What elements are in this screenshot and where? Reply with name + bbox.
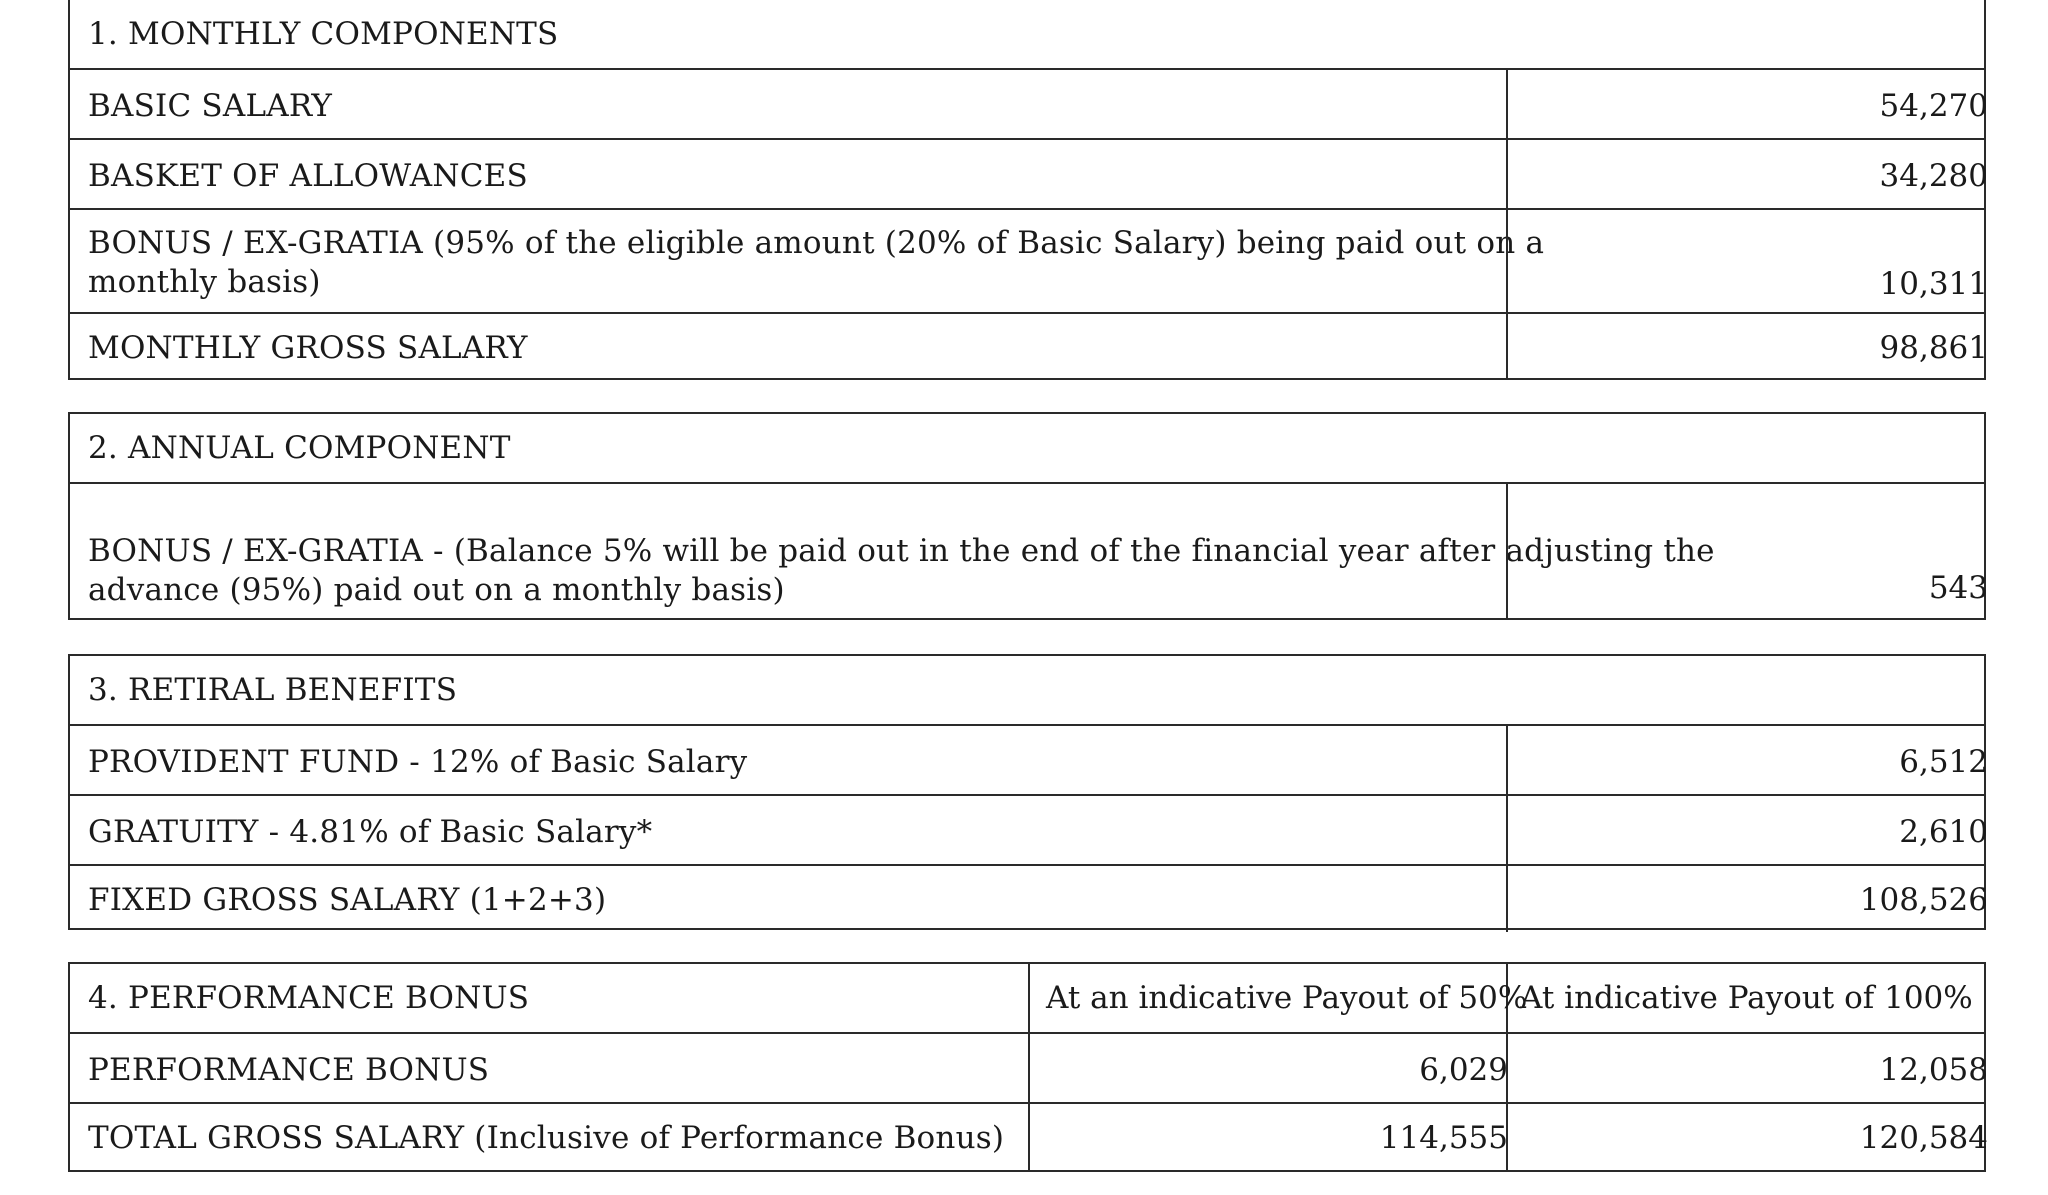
payout-50-header: At an indicative Payout of 50% [1046, 980, 1528, 1016]
section-header [70, 414, 1984, 482]
row-value: 34,280 [1879, 158, 1988, 194]
table-row [70, 138, 1988, 208]
row-label: BONUS / EX-GRATIA (95% of the eligible amount (20% of Basic Salary) being paid out on a monthly basis) [88, 225, 1545, 300]
table-row [70, 68, 1988, 138]
performance-bonus-table [68, 962, 1986, 1172]
payout-50-value: 6,029 [1419, 1052, 1508, 1088]
row-label: TOTAL GROSS SALARY (Inclusive of Performance Bonus) [88, 1120, 1005, 1156]
table-row [70, 1102, 1988, 1170]
row-label: GRATUITY - 4.81% of Basic Salary* [88, 814, 653, 850]
table-row [70, 208, 1988, 312]
section-title: 1. MONTHLY COMPONENTS [88, 16, 559, 52]
payout-50-value: 114,555 [1379, 1120, 1508, 1156]
table-row [70, 312, 1988, 380]
row-value: 108,526 [1859, 882, 1988, 918]
row-label: MONTHLY GROSS SALARY [88, 330, 528, 366]
row-value: 2,610 [1899, 814, 1988, 850]
row-label: BONUS / EX-GRATIA - (Balance 5% will be paid out in the end of the financial year after adjusting the advance (95%) paid out on a monthly basis) [88, 533, 1715, 608]
row-value: 6,512 [1899, 744, 1988, 780]
section-header [70, 656, 1984, 724]
section-header [70, 964, 1984, 1032]
table-row [70, 864, 1988, 932]
monthly-components-table [68, 0, 1986, 380]
section-header [70, 0, 1984, 68]
row-value: 98,861 [1879, 330, 1988, 366]
row-label: PROVIDENT FUND - 12% of Basic Salary [88, 744, 748, 780]
section-title: 3. RETIRAL BENEFITS [88, 672, 458, 708]
row-value: 10,311 [1879, 266, 1988, 302]
row-label: BASKET OF ALLOWANCES [88, 158, 528, 194]
section-title: 4. PERFORMANCE BONUS [88, 980, 530, 1016]
retiral-benefits-table [68, 654, 1986, 930]
row-value: 54,270 [1879, 88, 1988, 124]
row-label: BASIC SALARY [88, 88, 333, 124]
payout-100-value: 12,058 [1879, 1052, 1988, 1088]
table-row [70, 794, 1988, 864]
row-value: 543 [1928, 570, 1988, 606]
section-title: 2. ANNUAL COMPONENT [88, 430, 511, 466]
row-label: PERFORMANCE BONUS [88, 1052, 490, 1088]
row-label: FIXED GROSS SALARY (1+2+3) [88, 882, 607, 918]
annual-component-table [68, 412, 1986, 620]
payout-100-header: At indicative Payout of 100% [1520, 980, 1973, 1016]
table-row [70, 482, 1988, 618]
payout-100-value: 120,584 [1859, 1120, 1988, 1156]
table-row [70, 1032, 1988, 1102]
table-row [70, 724, 1988, 794]
